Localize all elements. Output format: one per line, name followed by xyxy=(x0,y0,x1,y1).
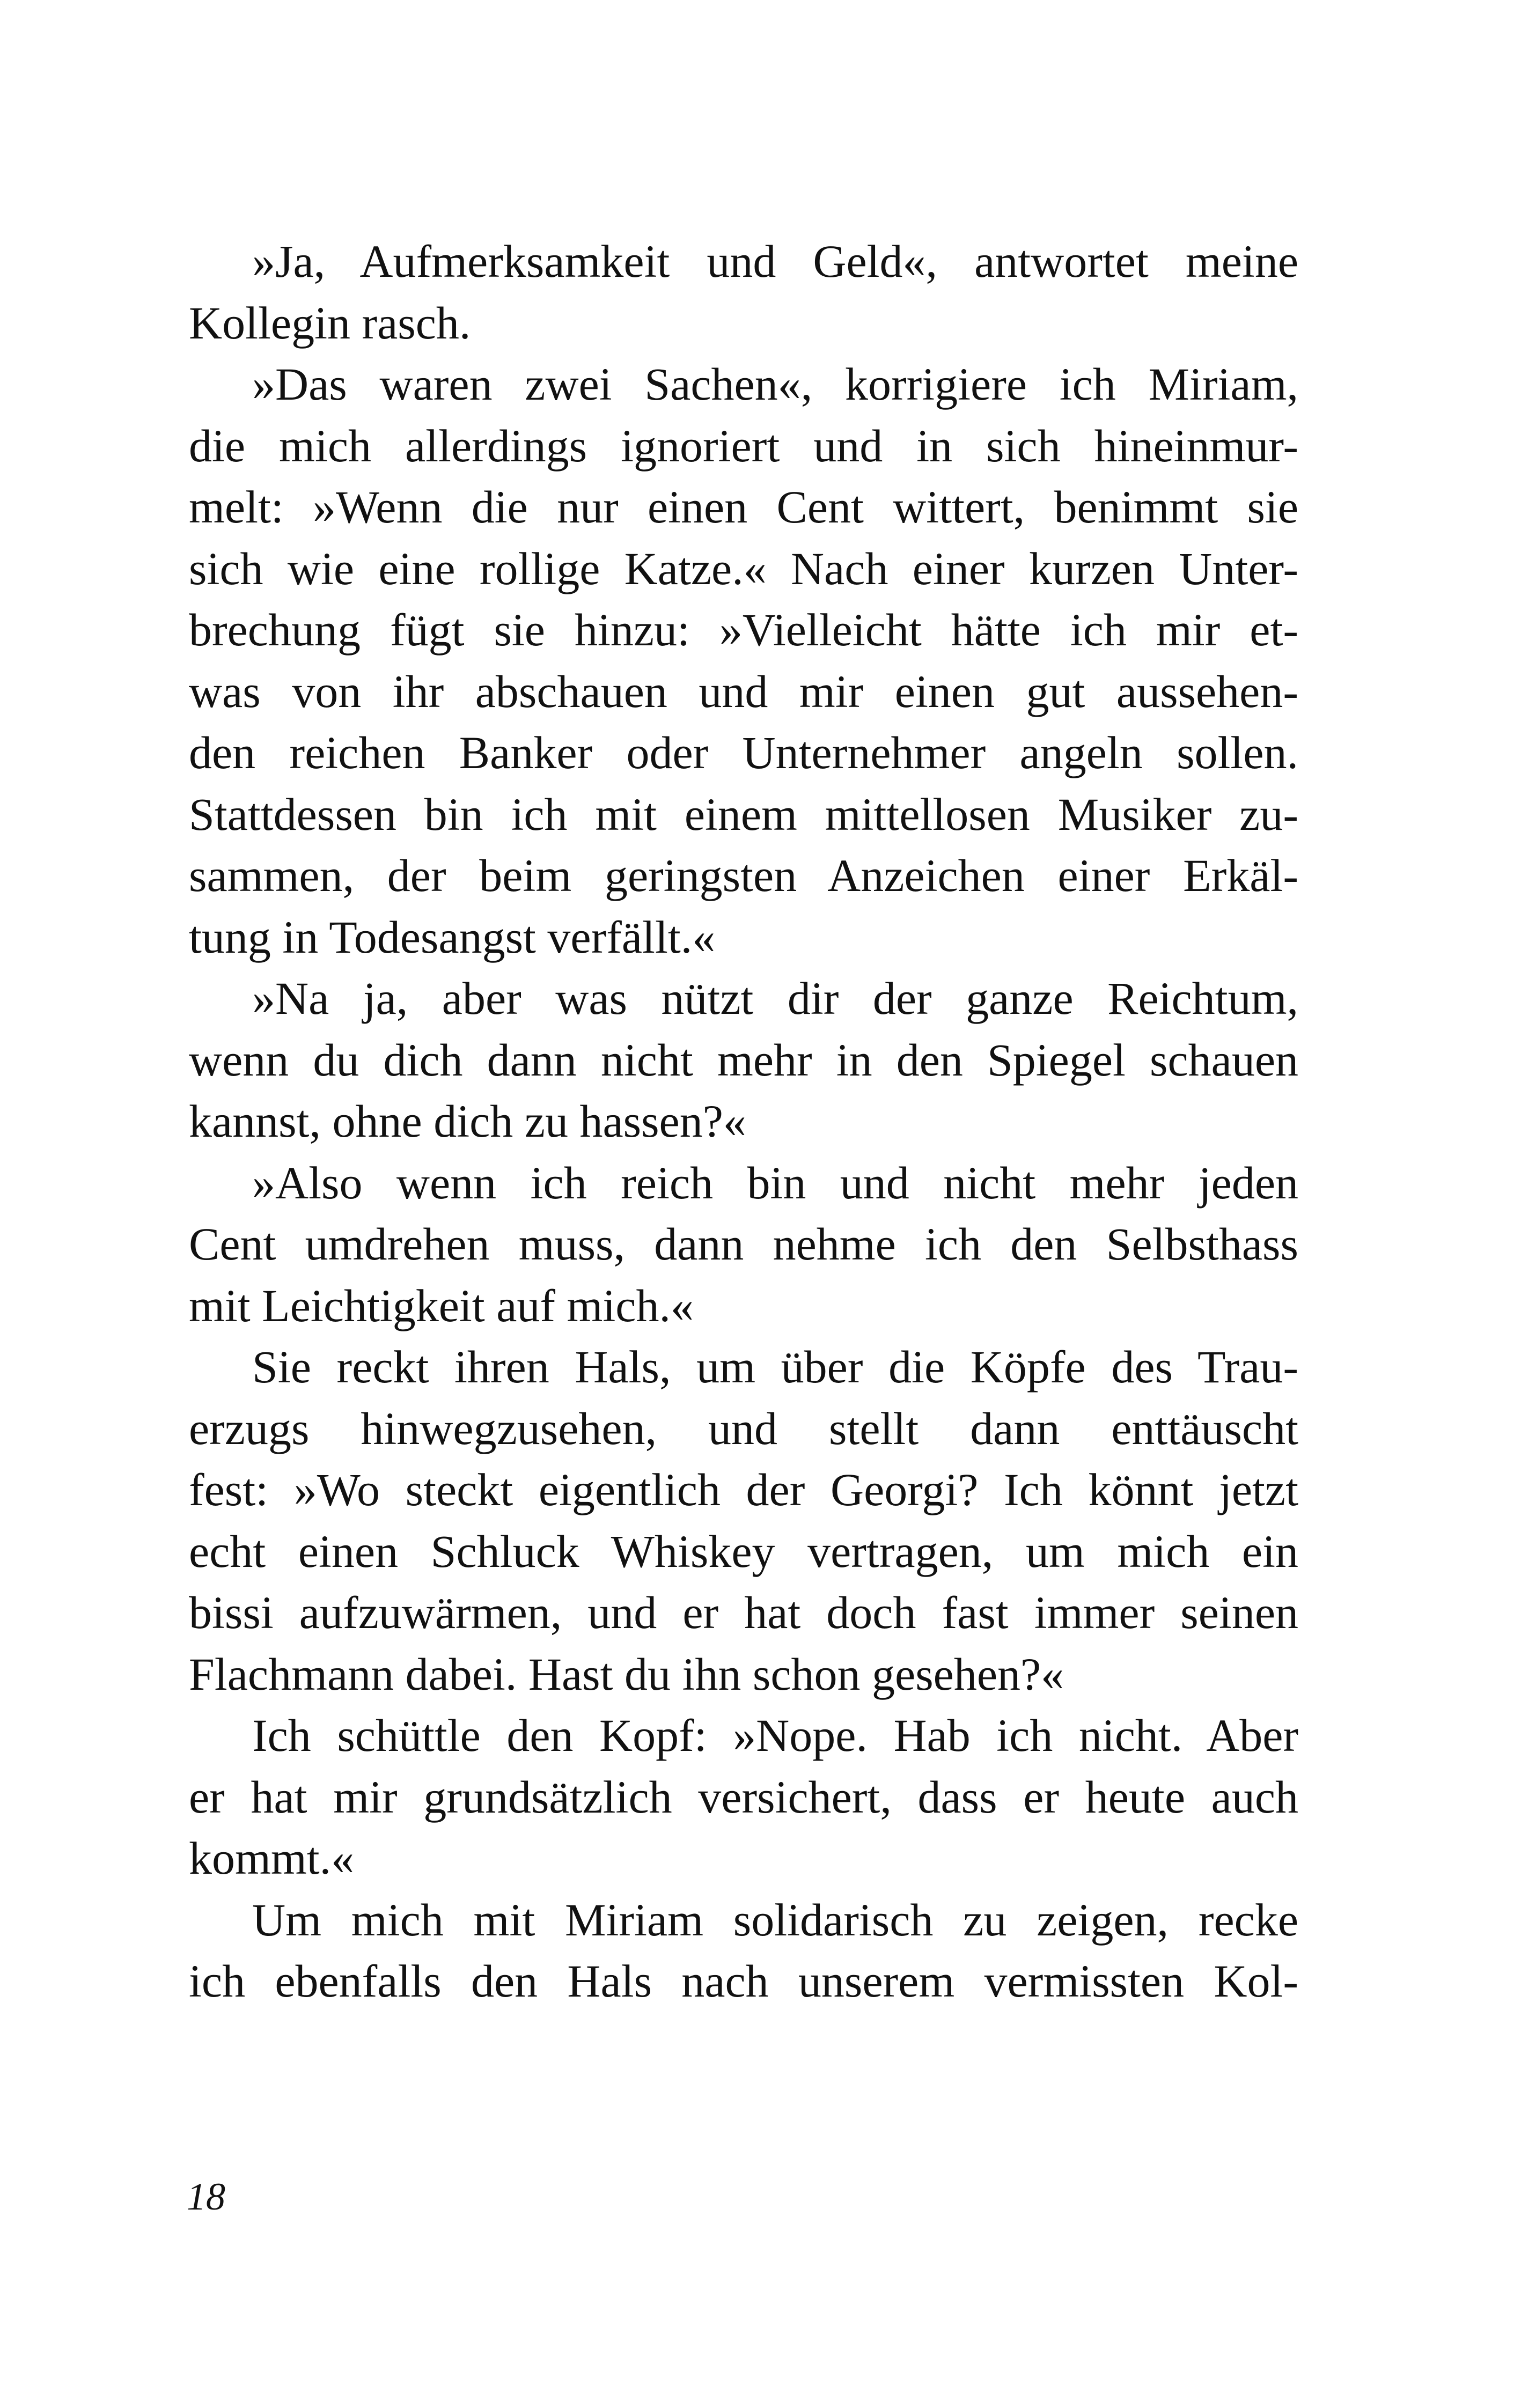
text-line: echt einen Schluck Whiskey vertragen, um mich ein xyxy=(189,1525,1298,1577)
text-line: Sie reckt ihren Hals, um über die Köpfe des Trau- xyxy=(252,1341,1298,1393)
text-line: kannst, ohne dich zu hassen?« xyxy=(189,1095,746,1147)
text-line: Kollegin rasch. xyxy=(189,297,471,349)
text-line: Cent umdrehen muss, dann nehme ich den Selbsthass xyxy=(189,1218,1298,1270)
text-line: fest: »Wo steckt eigentlich der Georgi? Ich könnt jetzt xyxy=(189,1464,1298,1515)
text-line: mit Leichtigkeit auf mich.« xyxy=(189,1279,694,1331)
text-line: die mich allerdings ignoriert und in sich hineinmur- xyxy=(189,419,1298,472)
text-line: brechung fügt sie hinzu: »Vielleicht hätte ich mir et- xyxy=(189,604,1298,656)
text-line: er hat mir grundsätzlich versichert, dass er heute auch xyxy=(189,1771,1298,1823)
text-line: ich ebenfalls den Hals nach unserem vermissten Kol- xyxy=(189,1955,1298,2007)
page-number: 18 xyxy=(187,2175,225,2218)
text-line: melt: »Wenn die nur einen Cent wittert, benimmt sie xyxy=(189,481,1298,533)
text-line: kommt.« xyxy=(189,1832,355,1884)
text-line: den reichen Banker oder Unternehmer angeln sollen. xyxy=(189,727,1298,778)
text-line: »Ja, Aufmerksamkeit und Geld«, antwortet meine xyxy=(252,235,1298,287)
text-line: sammen, der beim geringsten Anzeichen einer Erkäl- xyxy=(189,850,1298,901)
text-line: Flachmann dabei. Hast du ihn schon gesehen?« xyxy=(189,1648,1064,1700)
text-line: Ich schüttle den Kopf: »Nope. Hab ich nicht. Aber xyxy=(252,1710,1298,1761)
text-line: »Das waren zwei Sachen«, korrigiere ich Miriam, xyxy=(252,358,1298,410)
text-line: Stattdessen bin ich mit einem mittellosen Musiker zu- xyxy=(189,788,1298,840)
text-line: wenn du dich dann nicht mehr in den Spiegel schauen xyxy=(189,1034,1298,1086)
body-text xyxy=(189,231,1298,2012)
text-line: »Also wenn ich reich bin und nicht mehr jeden xyxy=(252,1157,1298,1209)
text-line: was von ihr abschauen und mir einen gut aussehen- xyxy=(189,665,1298,717)
text-line: »Na ja, aber was nützt dir der ganze Reichtum, xyxy=(252,973,1298,1024)
text-line: Um mich mit Miriam solidarisch zu zeigen, recke xyxy=(252,1894,1298,1946)
text-line: sich wie eine rollige Katze.« Nach einer kurzen Unter- xyxy=(189,542,1298,594)
text-line: tung in Todesangst verfällt.« xyxy=(189,911,716,963)
text-line: erzugs hinwegzusehen, und stellt dann enttäuscht xyxy=(189,1402,1298,1454)
text-line: bissi aufzuwärmen, und er hat doch fast immer seinen xyxy=(189,1587,1298,1638)
